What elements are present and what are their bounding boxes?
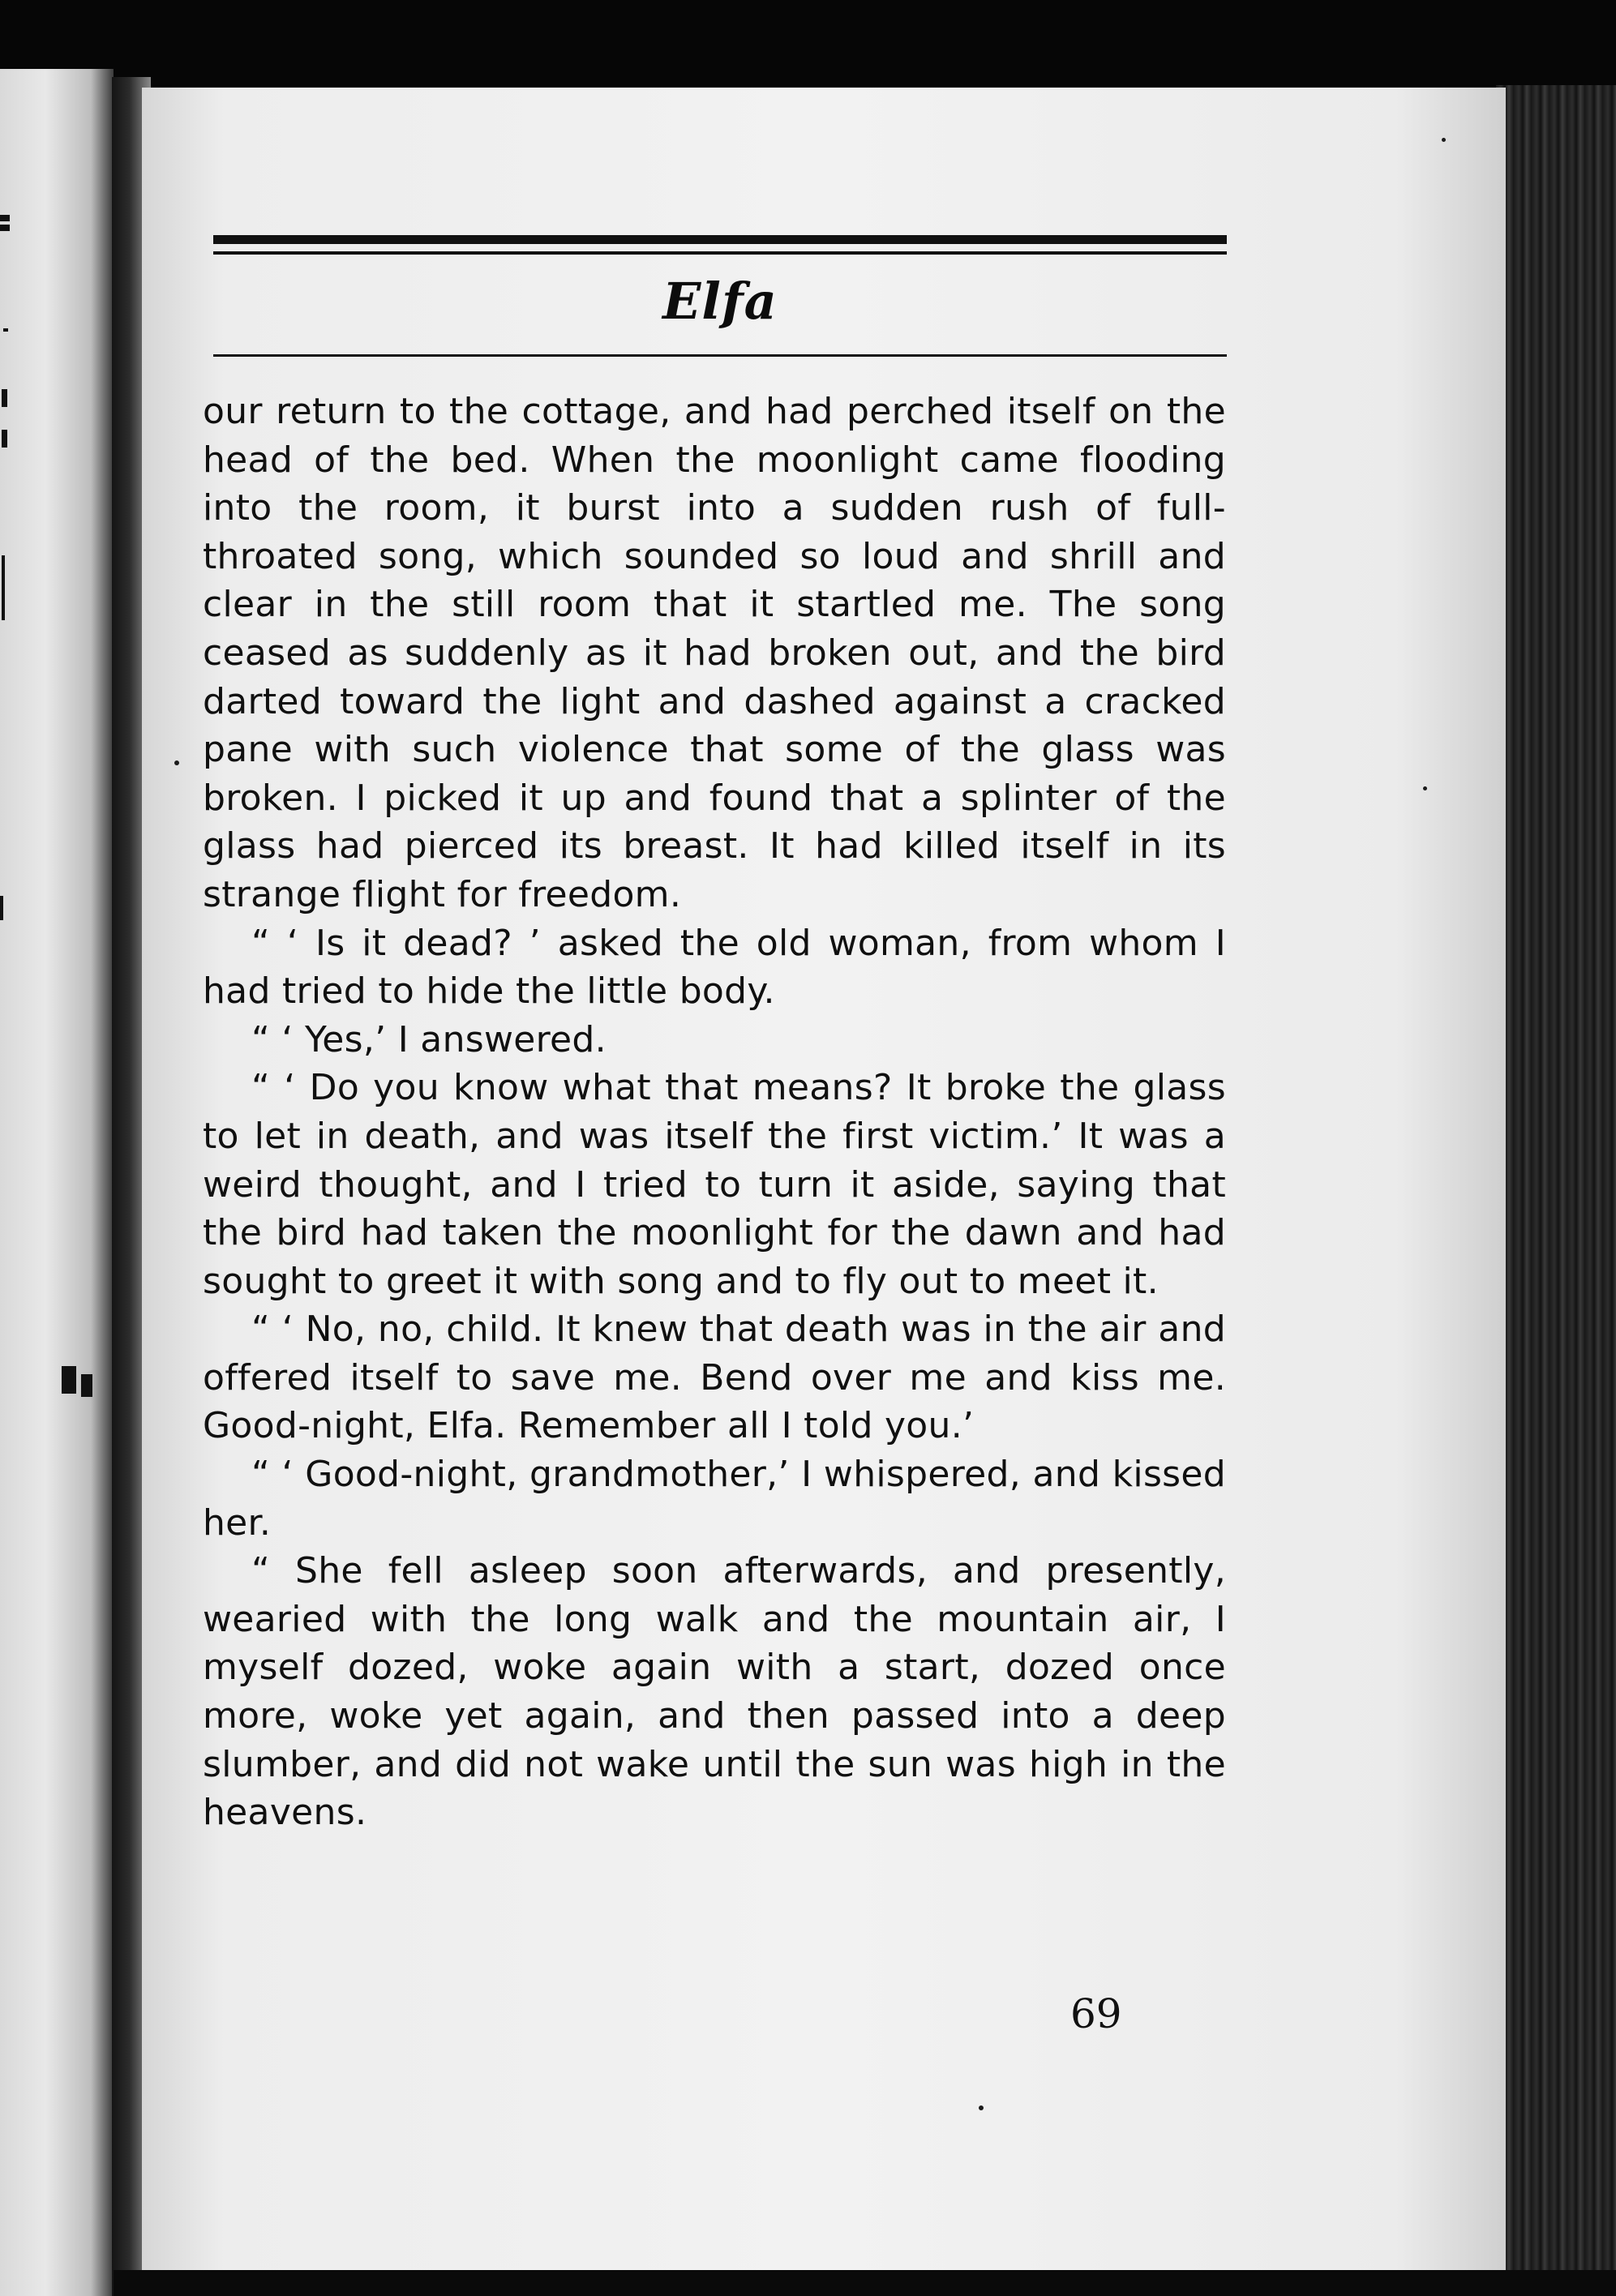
paragraph: our return to the cottage, and had perched itself on the head of the bed. When the moonlight came flooding into the room, it burst into a sudden rush of full-throated song, which sounded so loud and shrill and clear in the still room that it startled me. The song ceased as suddenly as it had broken out, and the bird darted toward the light and dashed against a cracked pane with such violence that some of the glass was broken. I picked it up and found that a splinter of the glass had pierced its breast. It had killed itself in its strange flight for freedom. (203, 391, 1226, 915)
previous-page-text-fragment (0, 215, 10, 221)
header-rule-thin (213, 251, 1227, 255)
body-text (203, 388, 1226, 1837)
scan-speck (1442, 138, 1446, 142)
header-rule-under-title (213, 354, 1227, 357)
scan-speck (979, 2105, 984, 2110)
paragraph: “ ‘ Is it dead? ’ asked the old woman, from whom I had tried to hide the little body. (203, 922, 1226, 1013)
previous-page-text-fragment (81, 1374, 92, 1397)
paragraph: “ ‘ Do you know what that means? It broke the glass to let in death, and was itself the first victim.’ It was a weird thought, and I tried to turn it aside, saying that the bird had taken the moonlight for the dawn and had sought to greet it with song and to fly out to meet it. (203, 1067, 1226, 1302)
paragraph: “ ‘ Good-night, grandmother,’ I whispered, and kissed her. (203, 1454, 1226, 1544)
previous-page-text-fragment (62, 1366, 76, 1394)
previous-page-text-fragment (2, 555, 5, 620)
scan-speck (1423, 786, 1427, 790)
previous-page-text-fragment (2, 389, 7, 407)
previous-page-text-fragment (0, 896, 3, 920)
paragraph: “ ‘ No, no, child. It knew that death was in the air and offered itself to save me. Bend over me and kiss me. Good-night, Elfa. Remember all I told you.’ (203, 1309, 1226, 1447)
scan-bottom-border (114, 2270, 1616, 2296)
header-rule-thick (213, 235, 1227, 244)
previous-page-text-fragment (3, 328, 8, 332)
previous-page-text-fragment (0, 225, 10, 231)
page-stack-edge (1496, 85, 1616, 2296)
paragraph: “ ‘ Yes,’ I answered. (251, 1018, 607, 1060)
paragraph: “ She fell asleep soon afterwards, and presently, wearied with the long walk and the mountain air, I myself dozed, woke again with a start, dozed once more, woke yet again, and then passed into a deep slumber, and did not wake until the sun was high in the heavens. (203, 1550, 1226, 1834)
previous-page-text-fragment (2, 430, 7, 448)
scan-speck (174, 760, 179, 765)
page-number: 69 (1070, 1990, 1122, 2037)
running-head: Elfa (662, 272, 778, 331)
scan-top-border (0, 0, 1616, 85)
previous-page-edge (0, 69, 114, 2296)
